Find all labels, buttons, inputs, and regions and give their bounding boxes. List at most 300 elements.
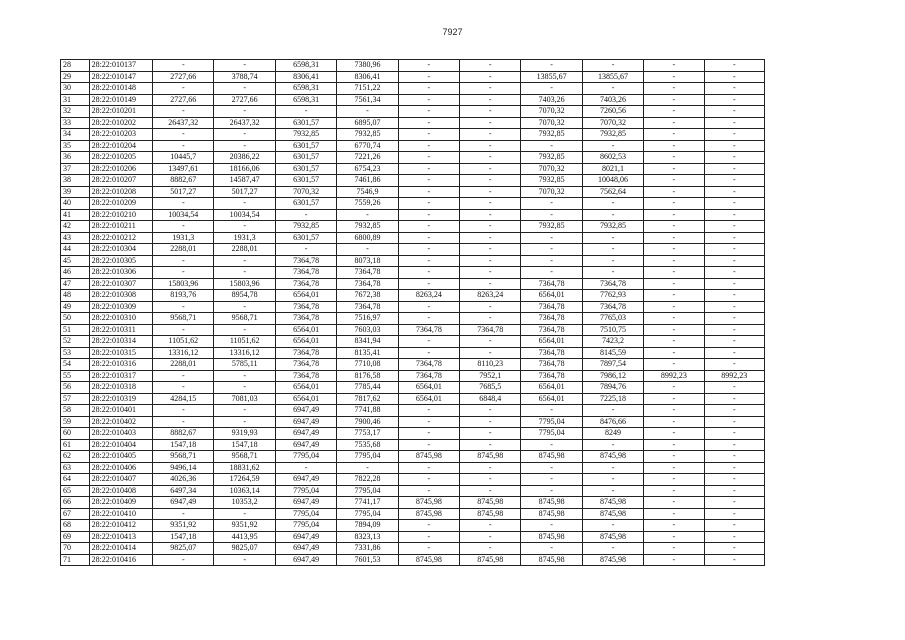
table-cell: 9319,93 [214, 428, 275, 440]
table-cell: 6947,49 [275, 531, 336, 543]
table-cell: - [398, 83, 459, 95]
table-cell: 31 [61, 94, 90, 106]
table-cell: - [214, 106, 275, 118]
table-cell: 11051,62 [214, 336, 275, 348]
table-cell: - [704, 117, 764, 129]
table-cell: 9568,71 [153, 451, 214, 463]
table-cell: - [582, 60, 643, 72]
table-cell: 7364,78 [582, 278, 643, 290]
table-row [61, 232, 765, 244]
table-cell: 7070,32 [521, 186, 582, 198]
table-cell: - [153, 382, 214, 394]
table-cell: 6598,31 [275, 94, 336, 106]
table-cell: 8992,23 [704, 370, 764, 382]
table-cell: 44 [61, 244, 90, 256]
table-cell: - [398, 175, 459, 187]
table-cell: 6564,01 [521, 336, 582, 348]
table-cell: - [704, 186, 764, 198]
table-cell: 6947,49 [275, 428, 336, 440]
table-cell: 28:22:010414 [89, 543, 153, 555]
table-cell: 7070,32 [275, 186, 336, 198]
table-row [61, 324, 765, 336]
table-cell: 8882,67 [153, 175, 214, 187]
table-cell: 6301,57 [275, 163, 336, 175]
table-cell: 8306,41 [275, 71, 336, 83]
table-cell: 28:22:010209 [89, 198, 153, 210]
table-cell: 46 [61, 267, 90, 279]
table-cell: 34 [61, 129, 90, 141]
table-cell: 7364,78 [398, 359, 459, 371]
table-cell: 7795,04 [275, 485, 336, 497]
table-row [61, 140, 765, 152]
table-cell: 8073,18 [337, 255, 398, 267]
table-cell: 6895,07 [337, 117, 398, 129]
table-cell: - [704, 163, 764, 175]
table-cell: - [153, 554, 214, 566]
table-cell: 28:22:010407 [89, 474, 153, 486]
table-cell: 9568,71 [214, 451, 275, 463]
table-cell: 8745,98 [398, 508, 459, 520]
table-cell: 7795,04 [521, 416, 582, 428]
table-cell: - [644, 485, 704, 497]
table-cell: 7710,08 [337, 359, 398, 371]
table-cell: - [704, 462, 764, 474]
table-cell: - [704, 359, 764, 371]
table-cell: 28:22:010319 [89, 393, 153, 405]
table-cell: 7932,85 [521, 152, 582, 164]
table-cell: 7380,96 [337, 60, 398, 72]
table-cell: - [704, 129, 764, 141]
table-cell: 28:22:010305 [89, 255, 153, 267]
table-row [61, 186, 765, 198]
table-cell: - [460, 267, 521, 279]
table-cell: 8021,1 [582, 163, 643, 175]
table-cell: 8745,98 [521, 451, 582, 463]
table-cell: - [582, 439, 643, 451]
table-cell: 28:22:010206 [89, 163, 153, 175]
table-cell: - [521, 462, 582, 474]
table-row [61, 152, 765, 164]
table-cell: - [704, 198, 764, 210]
table-cell: - [704, 152, 764, 164]
table-row [61, 347, 765, 359]
table-cell: - [521, 543, 582, 555]
table-cell: - [460, 347, 521, 359]
table-cell: - [521, 474, 582, 486]
table-cell: - [521, 244, 582, 256]
table-cell: - [704, 405, 764, 417]
table-cell: - [644, 382, 704, 394]
table-cell: - [337, 462, 398, 474]
table-cell: - [644, 117, 704, 129]
table-cell: - [275, 209, 336, 221]
table-cell: 28:22:010148 [89, 83, 153, 95]
table-cell: 28:22:010410 [89, 508, 153, 520]
table-cell: 7741,88 [337, 405, 398, 417]
table-cell: - [214, 140, 275, 152]
table-cell: - [398, 428, 459, 440]
table-row [61, 175, 765, 187]
table-cell: 7364,78 [398, 370, 459, 382]
table-cell: 7364,78 [582, 301, 643, 313]
table-cell: 7221,26 [337, 152, 398, 164]
table-cell: 7364,78 [521, 278, 582, 290]
table-cell: - [644, 324, 704, 336]
table-cell: 8341,94 [337, 336, 398, 348]
table-cell: 53 [61, 347, 90, 359]
table-cell: 6754,23 [337, 163, 398, 175]
table-cell: 7817,62 [337, 393, 398, 405]
table-cell: 6947,49 [275, 474, 336, 486]
table-cell: 9568,71 [214, 313, 275, 325]
table-cell: - [704, 313, 764, 325]
table-cell: 8992,23 [644, 370, 704, 382]
table-cell: 7546,9 [337, 186, 398, 198]
table-cell: 28:22:010307 [89, 278, 153, 290]
table-cell: - [153, 198, 214, 210]
table-cell: 28:22:010315 [89, 347, 153, 359]
table-cell: 28:22:010137 [89, 60, 153, 72]
table-cell: 6770,74 [337, 140, 398, 152]
table-cell: 69 [61, 531, 90, 543]
table-cell: - [521, 209, 582, 221]
table-cell: - [644, 94, 704, 106]
table-cell: 13855,67 [521, 71, 582, 83]
table-cell: - [337, 106, 398, 118]
table-cell: 10353,2 [214, 497, 275, 509]
table-cell: 7535,68 [337, 439, 398, 451]
table-cell: - [337, 244, 398, 256]
table-cell: - [582, 474, 643, 486]
table-cell: 9351,92 [153, 520, 214, 532]
table-cell: 18831,62 [214, 462, 275, 474]
table-cell: - [153, 140, 214, 152]
table-cell: 7070,32 [521, 106, 582, 118]
table-cell: - [704, 267, 764, 279]
table-cell: 5017,27 [153, 186, 214, 198]
table-cell: 28:22:010413 [89, 531, 153, 543]
table-cell: - [521, 232, 582, 244]
table-cell: 7364,78 [521, 301, 582, 313]
table-cell: 7932,85 [521, 175, 582, 187]
table-cell: 6301,57 [275, 175, 336, 187]
table-row [61, 336, 765, 348]
table-cell: 2288,01 [153, 244, 214, 256]
table-cell: 6800,89 [337, 232, 398, 244]
table-cell: 7894,09 [337, 520, 398, 532]
table-cell: - [460, 405, 521, 417]
table-row [61, 117, 765, 129]
table-cell: 28:22:010205 [89, 152, 153, 164]
table-row [61, 416, 765, 428]
table-cell: 7364,78 [398, 324, 459, 336]
table-cell: 8745,98 [398, 451, 459, 463]
table-cell: 66 [61, 497, 90, 509]
table-row [61, 508, 765, 520]
table-cell: 7364,78 [337, 267, 398, 279]
table-cell: - [398, 520, 459, 532]
table-cell: 8476,66 [582, 416, 643, 428]
table-cell: 6947,49 [275, 416, 336, 428]
table-cell: - [214, 83, 275, 95]
table-row [61, 255, 765, 267]
table-cell: 8193,76 [153, 290, 214, 302]
table-cell: 8745,98 [521, 531, 582, 543]
table-cell: 6301,57 [275, 198, 336, 210]
table-cell: 7364,78 [521, 347, 582, 359]
table-cell: - [214, 267, 275, 279]
table-cell: 7364,78 [275, 359, 336, 371]
table-cell: - [153, 508, 214, 520]
table-cell: - [704, 336, 764, 348]
table-cell: 28:22:010311 [89, 324, 153, 336]
table-cell: - [460, 462, 521, 474]
table-cell: - [704, 255, 764, 267]
table-cell: - [153, 301, 214, 313]
table-cell: 1547,18 [214, 439, 275, 451]
table-cell: - [704, 508, 764, 520]
table-body [61, 60, 765, 566]
table-cell: 39 [61, 186, 90, 198]
table-cell: - [398, 531, 459, 543]
table-cell: - [153, 83, 214, 95]
table-cell: - [460, 531, 521, 543]
table-cell: - [521, 485, 582, 497]
table-cell: 7364,78 [275, 278, 336, 290]
table-cell: - [460, 255, 521, 267]
table-cell: 68 [61, 520, 90, 532]
table-cell: 6564,01 [275, 290, 336, 302]
table-cell: - [275, 244, 336, 256]
table-cell: 7932,85 [275, 221, 336, 233]
table-row [61, 301, 765, 313]
table-cell: 9568,71 [153, 313, 214, 325]
table-cell: 8745,98 [582, 508, 643, 520]
table-cell: 8176,58 [337, 370, 398, 382]
table-cell: 10445,7 [153, 152, 214, 164]
table-cell: 8263,24 [398, 290, 459, 302]
table-cell: 7753,17 [337, 428, 398, 440]
table-cell: - [460, 313, 521, 325]
table-cell: - [704, 393, 764, 405]
table-cell: 8745,98 [582, 497, 643, 509]
table-cell: - [398, 152, 459, 164]
table-cell: 8745,98 [398, 554, 459, 566]
table-cell: 8135,41 [337, 347, 398, 359]
table-cell: - [644, 554, 704, 566]
table-cell: 28:22:010149 [89, 94, 153, 106]
table-cell: - [153, 106, 214, 118]
table-cell: - [214, 324, 275, 336]
table-cell: 7364,78 [521, 313, 582, 325]
table-cell: 7070,32 [521, 163, 582, 175]
table-cell: 6598,31 [275, 60, 336, 72]
table-cell: 7260,56 [582, 106, 643, 118]
table-cell: - [214, 129, 275, 141]
table-cell: 28:22:010404 [89, 439, 153, 451]
table-cell: 28:22:010202 [89, 117, 153, 129]
table-cell: - [460, 416, 521, 428]
table-cell: - [398, 209, 459, 221]
table-cell: 1931,3 [214, 232, 275, 244]
table-cell: - [644, 336, 704, 348]
table-cell: - [214, 221, 275, 233]
table-cell: - [214, 198, 275, 210]
table-cell: 10034,54 [153, 209, 214, 221]
table-cell: - [704, 278, 764, 290]
table-cell: 38 [61, 175, 90, 187]
table-cell: - [582, 405, 643, 417]
table-cell: 7785,44 [337, 382, 398, 394]
table-cell: - [644, 232, 704, 244]
table-cell: - [582, 198, 643, 210]
table-cell: 2727,66 [214, 94, 275, 106]
table-cell: 8745,98 [460, 508, 521, 520]
table-cell: - [644, 278, 704, 290]
table-cell: 7364,78 [275, 313, 336, 325]
table-cell: - [704, 382, 764, 394]
table-cell: - [460, 428, 521, 440]
table-cell: - [644, 83, 704, 95]
table-cell: - [398, 278, 459, 290]
table-cell: 7741,17 [337, 497, 398, 509]
table-cell: 7897,54 [582, 359, 643, 371]
table-cell: - [398, 462, 459, 474]
table-cell: 28:22:010401 [89, 405, 153, 417]
table-cell: - [460, 221, 521, 233]
table-cell: - [398, 485, 459, 497]
table-cell: - [644, 428, 704, 440]
table-cell: 8745,98 [521, 508, 582, 520]
table-cell: - [521, 439, 582, 451]
table-cell: - [644, 186, 704, 198]
table-cell: 7795,04 [275, 508, 336, 520]
table-cell: 28:22:010317 [89, 370, 153, 382]
table-cell: 58 [61, 405, 90, 417]
table-cell: - [644, 140, 704, 152]
table-cell: - [644, 531, 704, 543]
table-cell: 6564,01 [398, 393, 459, 405]
table-cell: - [644, 520, 704, 532]
table-cell: - [582, 209, 643, 221]
table-row [61, 543, 765, 555]
table-cell: - [398, 221, 459, 233]
table-cell: 45 [61, 255, 90, 267]
table-row [61, 313, 765, 325]
table-cell: - [644, 244, 704, 256]
table-cell: 6947,49 [275, 554, 336, 566]
table-cell: 9496,14 [153, 462, 214, 474]
table-cell: 28:22:010207 [89, 175, 153, 187]
table-cell: - [704, 451, 764, 463]
table-cell: 28:22:010316 [89, 359, 153, 371]
table-row [61, 382, 765, 394]
table-cell: 41 [61, 209, 90, 221]
table-cell: - [153, 405, 214, 417]
table-cell: - [398, 543, 459, 555]
table-cell: - [398, 198, 459, 210]
table-cell: 8306,41 [337, 71, 398, 83]
table-cell: - [398, 117, 459, 129]
table-cell: - [275, 106, 336, 118]
table-cell: - [644, 290, 704, 302]
table-cell: 40 [61, 198, 90, 210]
table-cell: 7894,76 [582, 382, 643, 394]
table-cell: 59 [61, 416, 90, 428]
table-cell: - [582, 520, 643, 532]
table-cell: 50 [61, 313, 90, 325]
table-cell: 6564,01 [521, 290, 582, 302]
table-cell: 7510,75 [582, 324, 643, 336]
table-cell: - [644, 439, 704, 451]
table-cell: 8263,24 [460, 290, 521, 302]
table-cell: - [644, 497, 704, 509]
table-cell: - [644, 175, 704, 187]
table-cell: - [398, 106, 459, 118]
table-cell: 28:22:010318 [89, 382, 153, 394]
table-cell: - [398, 71, 459, 83]
table-cell: 28:22:010210 [89, 209, 153, 221]
table-cell: - [214, 370, 275, 382]
table-cell: - [214, 301, 275, 313]
table-cell: 28:22:010406 [89, 462, 153, 474]
table-cell: 7932,85 [582, 221, 643, 233]
table-cell: 8745,98 [460, 497, 521, 509]
table-cell: 7762,93 [582, 290, 643, 302]
table-row [61, 106, 765, 118]
table-cell: - [644, 359, 704, 371]
table-cell: 7403,26 [521, 94, 582, 106]
table-cell: 6564,01 [521, 382, 582, 394]
table-cell: - [398, 60, 459, 72]
table-cell: 55 [61, 370, 90, 382]
table-cell: - [398, 439, 459, 451]
table-row [61, 497, 765, 509]
table-row [61, 451, 765, 463]
table-cell: 48 [61, 290, 90, 302]
table-cell: - [704, 209, 764, 221]
table-cell: - [582, 485, 643, 497]
table-cell: - [337, 209, 398, 221]
table-cell: 7364,78 [337, 278, 398, 290]
table-cell: 70 [61, 543, 90, 555]
table-cell: 7932,85 [521, 221, 582, 233]
table-cell: - [460, 117, 521, 129]
table-cell: - [644, 508, 704, 520]
table-cell: 7081,03 [214, 393, 275, 405]
table-cell: 28:22:010309 [89, 301, 153, 313]
table-cell: - [398, 474, 459, 486]
table-cell: - [704, 301, 764, 313]
table-row [61, 359, 765, 371]
table-cell: 6848,4 [460, 393, 521, 405]
table-cell: - [644, 462, 704, 474]
table-cell: - [644, 393, 704, 405]
table-cell: 4413,95 [214, 531, 275, 543]
table-cell: - [644, 347, 704, 359]
table-cell: 2727,66 [153, 94, 214, 106]
table-cell: 10034,54 [214, 209, 275, 221]
data-table [60, 59, 765, 566]
table-cell: 4284,15 [153, 393, 214, 405]
table-cell: 28:22:010211 [89, 221, 153, 233]
table-cell: 28:22:010402 [89, 416, 153, 428]
table-cell: - [704, 244, 764, 256]
table-cell: - [460, 129, 521, 141]
table-cell: 28:22:010204 [89, 140, 153, 152]
table-cell: - [644, 267, 704, 279]
table-row [61, 267, 765, 279]
